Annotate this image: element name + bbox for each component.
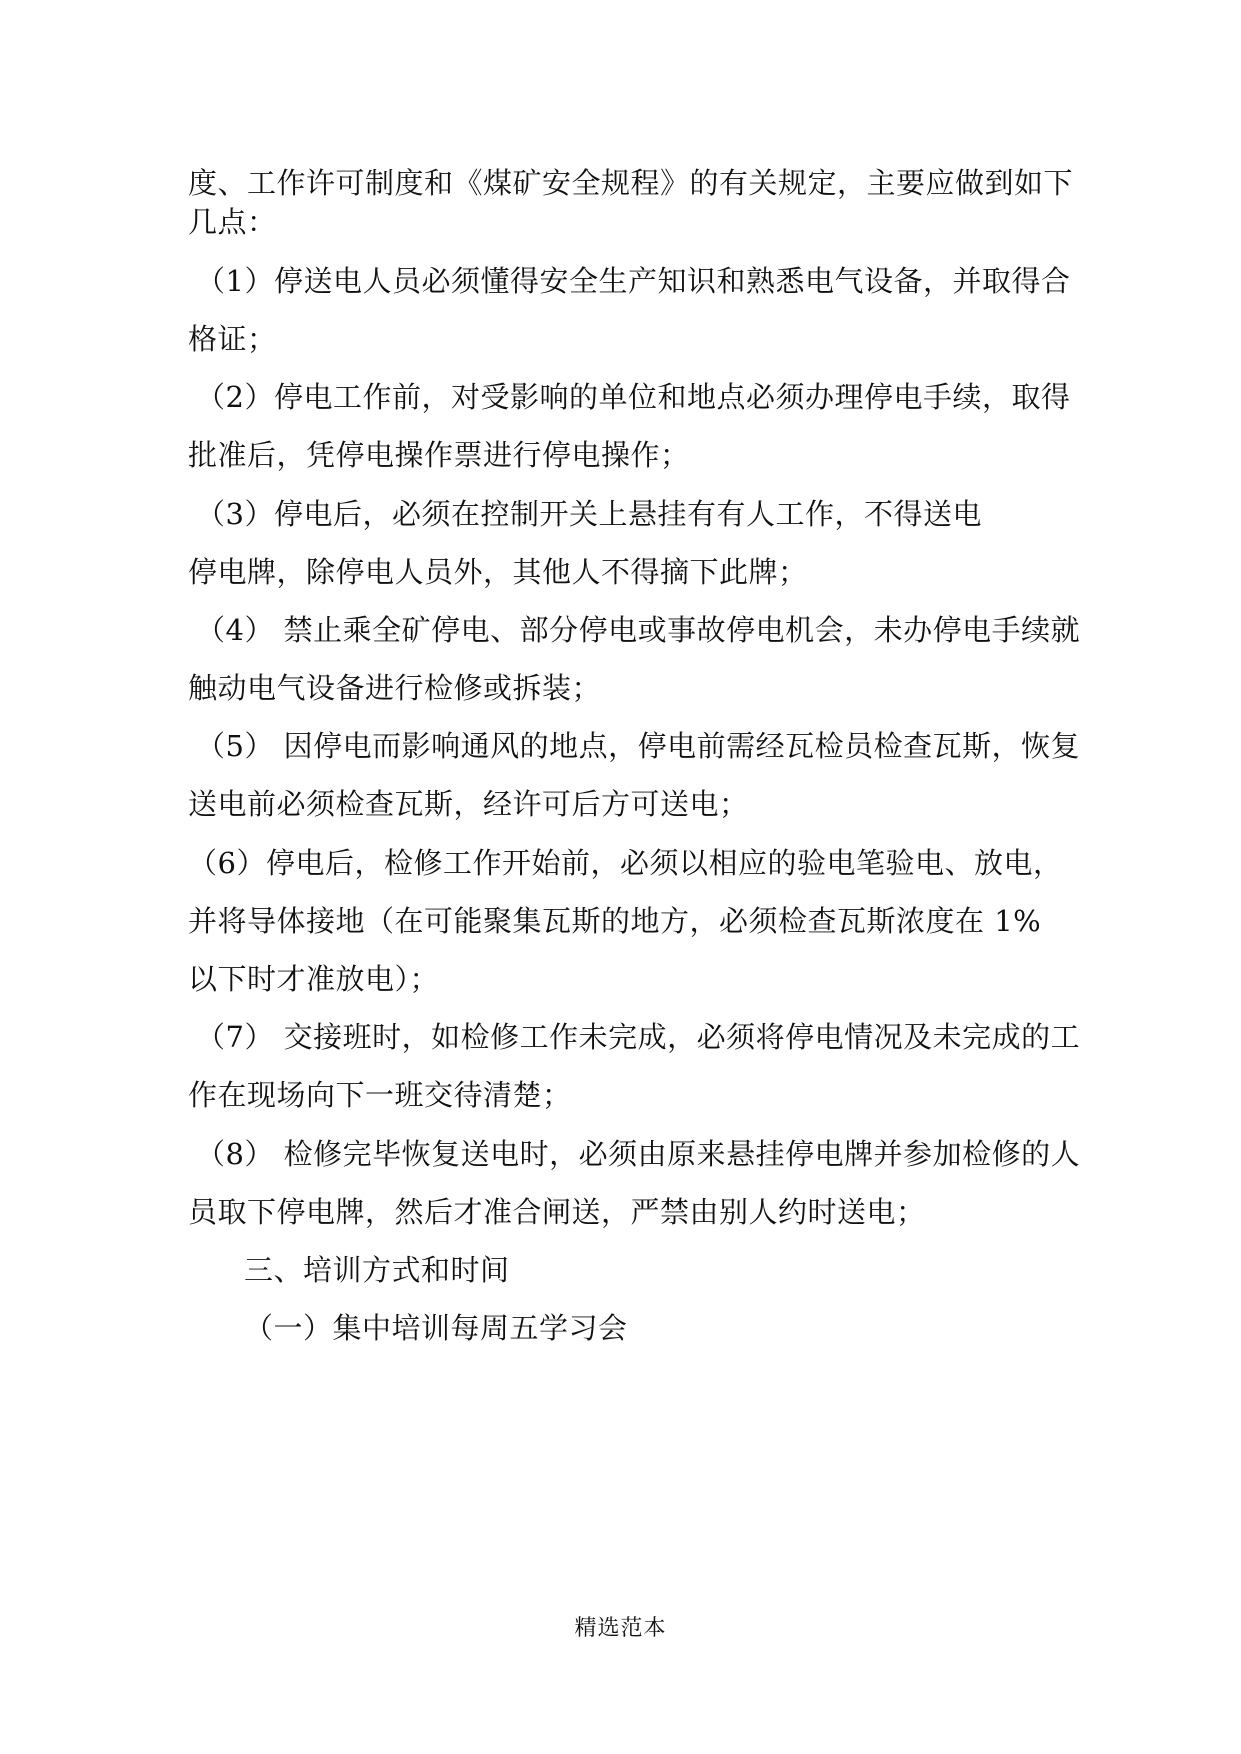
list-item-5-continuation: 送电前必须检查瓦斯，经许可后方可送电；: [188, 787, 749, 821]
list-item-2: （2）停电工作前，对受影响的单位和地点必须办理停电手续，取得: [196, 380, 1071, 414]
list-item-2-continuation: 批准后，凭停电操作票进行停电操作；: [188, 438, 690, 472]
list-item-8: （8） 检修完毕恢复送电时，必须由原来悬挂停电牌并参加检修的人: [196, 1137, 1081, 1171]
list-item-8-continuation: 员取下停电牌，然后才准合闸送，严禁由别人约时送电；: [188, 1195, 926, 1229]
list-item-6-continuation: 以下时才准放电）；: [188, 962, 440, 996]
list-item-4-continuation: 触动电气设备进行检修或拆装；: [188, 671, 602, 705]
section-heading: 三、培训方式和时间: [244, 1253, 510, 1287]
list-item-7-continuation: 作在现场向下一班交待清楚；: [188, 1078, 572, 1112]
list-item-3: （3）停电后，必须在控制开关上悬挂有有人工作，不得送电: [196, 497, 982, 531]
subsection-heading: （一）集中培训每周五学习会: [244, 1311, 628, 1345]
list-item-1: （1）停送电人员必须懂得安全生产知识和熟悉电气设备，并取得合: [196, 264, 1071, 298]
list-item-7: （7） 交接班时，如检修工作未完成，必须将停电情况及未完成的工: [196, 1020, 1081, 1054]
list-item-6-continuation: 并将导体接地（在可能聚集瓦斯的地方，必须检查瓦斯浓度在 1%: [188, 904, 1042, 938]
paragraph-line: 度、工作许可制度和《煤矿安全规程》的有关规定，主要应做到如下: [188, 166, 1074, 200]
list-item-3-continuation: 停电牌，除停电人员外，其他人不得摘下此牌；: [188, 555, 808, 589]
list-item-6: （6）停电后，检修工作开始前，必须以相应的验电笔验电、放电，: [188, 846, 1063, 880]
list-item-4: （4） 禁止乘全矿停电、部分停电或事故停电机会，未办停电手续就: [196, 613, 1081, 647]
page-footer: 精选范本: [574, 1616, 667, 1641]
paragraph-line: 几点：: [188, 205, 277, 239]
list-item-1-continuation: 格证；: [188, 322, 277, 356]
list-item-5: （5） 因停电而影响通风的地点，停电前需经瓦检员检查瓦斯，恢复: [196, 729, 1081, 763]
